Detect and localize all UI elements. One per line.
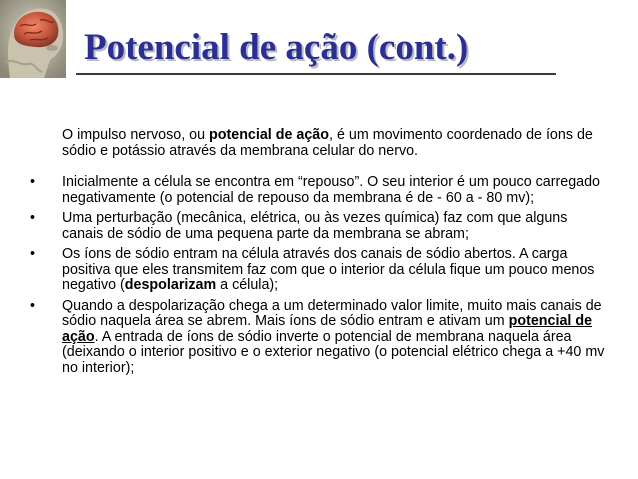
bullet-item: [30, 299, 610, 377]
bullet-text-before: Quando a despolarização chega a um determinado valor limite, muito mais canais de sódio naquela área se abrem. Mais íons de sódio entram e ativam um: [62, 297, 602, 329]
bullet-marker: •: [30, 210, 36, 226]
bullet-text-after: . A entrada de íons de sódio inverte o potencial de membrana naquela área (deixando o interior positivo e o exterior negativo (o potencial elétrico chega a +40 mv no interior);: [62, 328, 605, 376]
brain-head-icon: [0, 0, 66, 78]
bullet-text-after: a célula);: [216, 277, 279, 293]
bullet-text-bold: despolarizam: [124, 277, 217, 293]
logo-graphic: [0, 0, 66, 78]
bullet-item: [30, 211, 610, 242]
slide-title: Potencial de ação (cont.): [84, 27, 469, 68]
bullet-marker: •: [30, 297, 36, 314]
intro-text-before: O impulso nervoso, ou: [62, 127, 210, 143]
slide-body: [30, 128, 610, 381]
intro-text-after: , é um movimento coordenado de íons de sódio e potássio através da membrana celular do nervo.: [62, 127, 593, 159]
bullet-text: Inicialmente a célula se encontra em “repouso”. O seu interior é um pouco carregado negativamente (o potencial de repouso da membrana é de - 60 a - 80 mv);: [62, 174, 601, 206]
intro-paragraph: [62, 128, 610, 159]
title-underline: [76, 73, 556, 75]
bullet-item: [30, 175, 610, 206]
bullet-text-bold-underlined: potencial de ação: [62, 313, 593, 345]
bullet-marker: •: [30, 174, 36, 190]
bullet-list: [30, 175, 610, 376]
intro-text-bold: potencial de ação: [209, 127, 329, 143]
bullet-text-before: Os íons de sódio entram na célula através dos canais de sódio abertos. A carga positiva que eles transmitem faz com que o interior da célula fique um pouco menos negativo (: [62, 246, 595, 293]
bullet-marker: •: [30, 246, 36, 262]
bullet-text: Uma perturbação (mecânica, elétrica, ou às vezes química) faz com que alguns canais de sódio de uma pequena parte da membrana se abram;: [62, 210, 568, 242]
bullet-item: [30, 247, 610, 294]
